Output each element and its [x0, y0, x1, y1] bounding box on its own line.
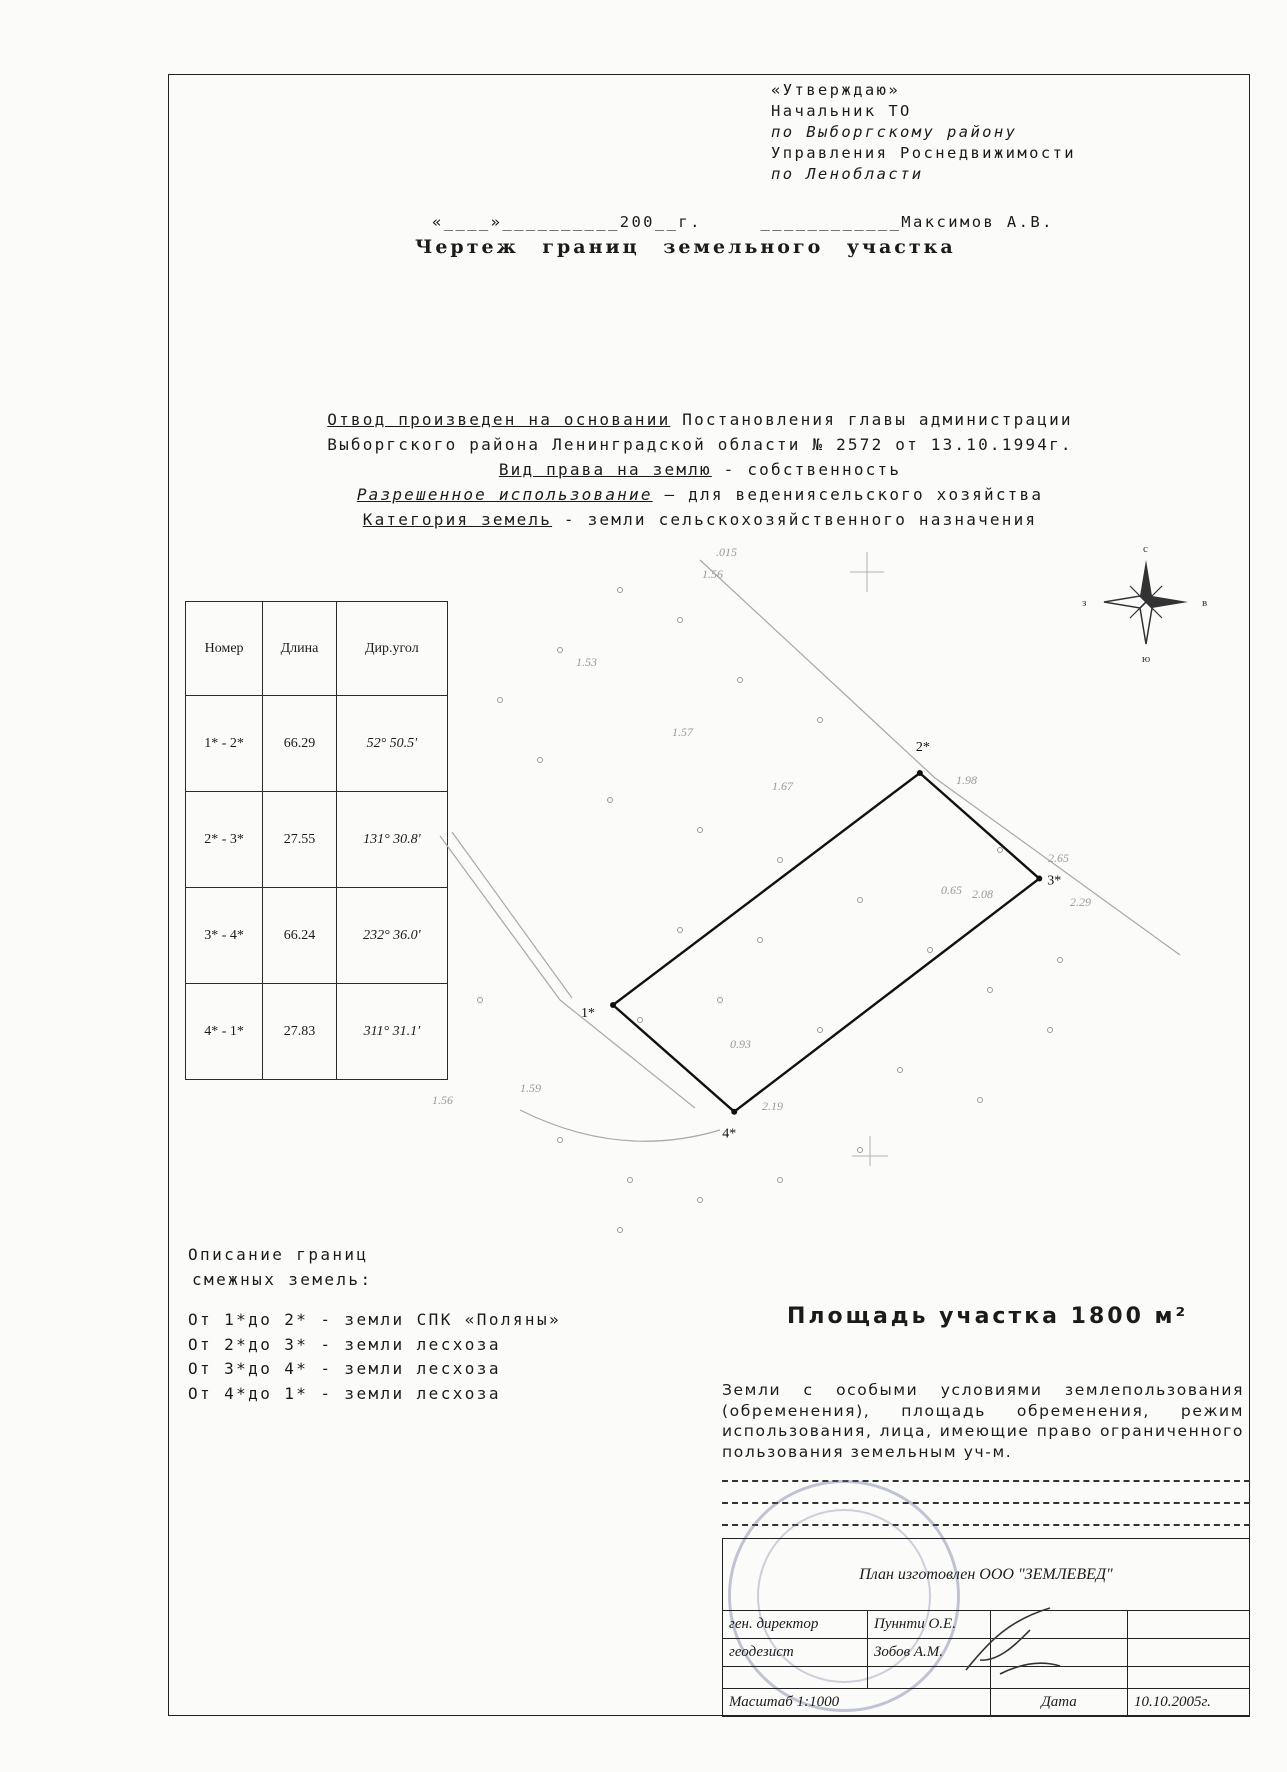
basis-block	[200, 407, 1200, 532]
table-row	[186, 984, 448, 1080]
right-value: - собственность	[723, 460, 902, 479]
approval-date: «____»__________200__г.	[432, 213, 702, 231]
category-label: Категория земель	[362, 510, 553, 529]
compass-north-label: с	[1143, 543, 1148, 555]
blank-cell	[1128, 1667, 1250, 1689]
segment-length: 66.29	[263, 696, 337, 792]
geodesist-name: Зобов А.М.	[868, 1639, 991, 1667]
header-length: Длина	[263, 602, 337, 696]
basis-line-2: Выборгского района Ленинградской области № 2572 от 13.10.1994г.	[327, 435, 1073, 454]
adjacent-heading	[188, 1243, 708, 1292]
use-value: – для ведениясельского хозяйства	[664, 485, 1044, 504]
compass-south-label: ю	[1142, 653, 1151, 665]
scale: Масштаб 1:1000	[723, 1689, 991, 1717]
approval-line: по Выборгскому району	[771, 123, 1018, 141]
segment-angle: 131° 30.8'	[336, 792, 447, 888]
segment-number: 4* - 1*	[186, 984, 263, 1080]
compass-east-label: в	[1202, 597, 1208, 609]
geodesist-extra	[1128, 1639, 1250, 1667]
elevation-label: 1.57	[672, 725, 693, 739]
elevation-label: 1.59	[520, 1081, 541, 1095]
director-extra	[1128, 1611, 1250, 1639]
parcel-area: Площадь участка 1800 м²	[787, 1304, 1189, 1329]
adjacent-line: От 3*до 4* - земли лесхоза	[188, 1359, 501, 1378]
adjacent-lands-block	[188, 1243, 708, 1406]
adjacent-title-1: Описание границ	[188, 1245, 369, 1264]
segment-length: 27.55	[263, 792, 337, 888]
elevation-label: 2.65	[1048, 851, 1069, 865]
elevation-label: 2.29	[1070, 895, 1091, 909]
plan-maker: План изготовлен ООО "ЗЕМЛЕВЕД"	[723, 1539, 1250, 1611]
date-label: Дата	[991, 1689, 1128, 1717]
boundary-point-label: 2*	[915, 740, 930, 755]
table-row	[186, 696, 448, 792]
segment-number: 1* - 2*	[186, 696, 263, 792]
elevation-label: 1.67	[772, 779, 793, 793]
elevation-label: .015	[716, 545, 737, 559]
use-label: Разрешенное использование	[356, 485, 653, 504]
adjacent-line: От 4*до 1* - земли лесхоза	[188, 1383, 501, 1403]
elevation-label: 1.98	[956, 773, 977, 787]
approval-block	[771, 80, 1191, 185]
title-block-stamp	[722, 1538, 1250, 1717]
boundary-point-label: 4*	[722, 1126, 737, 1142]
adjacent-line: От 1*до 2* - земли СПК «Поляны»	[188, 1310, 562, 1329]
elevation-label: 2.08	[972, 887, 993, 901]
blank-cell	[868, 1667, 991, 1689]
geodesist-signature	[991, 1639, 1128, 1667]
approval-signature-line	[432, 213, 1212, 231]
date-value: 10.10.2005г.	[1128, 1689, 1250, 1717]
elevation-label: 0.93	[730, 1037, 751, 1051]
blank-cell	[991, 1667, 1128, 1689]
basis-text: Постановления главы администрации	[682, 410, 1073, 429]
segment-length: 27.83	[263, 984, 337, 1080]
segment-length: 66.24	[263, 888, 337, 984]
geodesist-role: геодезист	[723, 1639, 868, 1667]
boundary-point-label: 3*	[1047, 873, 1062, 889]
document-title: Чертеж границ земельного участка	[415, 236, 956, 258]
director-role: ген. директор	[723, 1611, 868, 1639]
segment-angle: 232° 36.0'	[336, 888, 447, 984]
elevation-label: 2.19	[762, 1099, 783, 1113]
segment-angle: 52° 50.5'	[336, 696, 447, 792]
use-line	[200, 482, 1200, 507]
segments-table	[185, 601, 448, 1080]
right-label: Вид права на землю	[498, 460, 712, 479]
segment-number: 3* - 4*	[186, 888, 263, 984]
header-angle: Дир.угол	[336, 602, 447, 696]
elevation-label: 1.56	[432, 1093, 453, 1107]
boundary-point-label: 1*	[581, 1006, 595, 1021]
segments-header-row	[186, 602, 448, 696]
category-value: - земли сельскохозяйственного назначения	[563, 510, 1038, 529]
director-signature	[991, 1611, 1128, 1639]
table-row	[186, 888, 448, 984]
approval-line: «Утверждаю»	[771, 81, 901, 99]
segment-number: 2* - 3*	[186, 792, 263, 888]
approval-line: Управления Роснедвижимости	[771, 144, 1077, 162]
elevation-label: 1.53	[576, 655, 597, 669]
encumbrance-text: Земли с особыми условиями землепользования (обременения), площадь обременения, режим использования, лица, имеющие право ограниченного пользования земельным уч-м.	[722, 1381, 1244, 1461]
basis-line-1	[200, 407, 1200, 432]
blank-cell	[723, 1667, 868, 1689]
director-name: Пуннти О.Е.	[868, 1611, 991, 1639]
compass-west-label: з	[1082, 597, 1087, 609]
header-number: Номер	[186, 602, 263, 696]
basis-label: Отвод произведен на основании	[327, 410, 671, 429]
right-line	[200, 457, 1200, 482]
approval-signature: ____________Максимов А.В.	[760, 213, 1054, 231]
approval-line: Начальник ТО	[771, 102, 912, 120]
table-row	[186, 792, 448, 888]
adjacent-line: От 2*до 3* - земли лесхоза	[188, 1334, 501, 1354]
approval-line: по Ленобласти	[771, 165, 924, 183]
adjacent-title-2: смежных земель:	[192, 1269, 373, 1289]
segment-angle: 311° 31.1'	[336, 984, 447, 1080]
blank-dashed-line	[722, 1480, 1250, 1482]
elevation-label: 1.56	[702, 567, 723, 581]
elevation-label: 0.65	[941, 883, 962, 897]
category-line	[200, 507, 1200, 532]
